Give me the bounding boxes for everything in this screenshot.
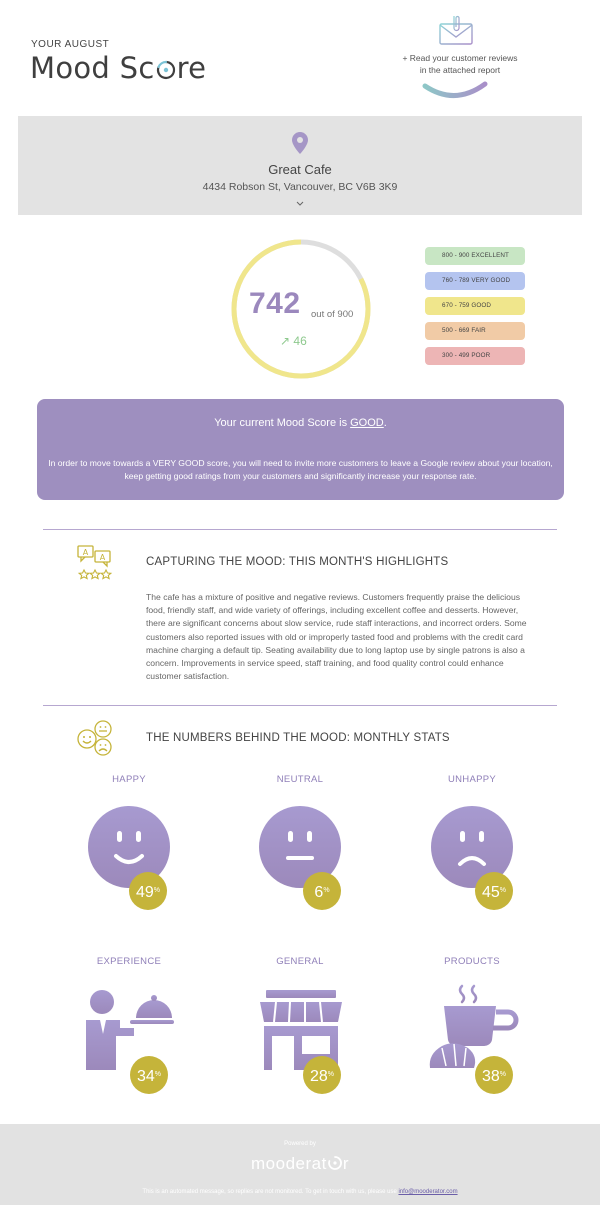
footer [0, 1124, 600, 1205]
highlights-title: CAPTURING THE MOOD: THIS MONTH'S HIGHLIGHTS [146, 556, 449, 568]
read-reviews-link[interactable] [380, 52, 540, 76]
general-percent-unit: % [327, 1071, 335, 1078]
powered-by-label: Powered by [284, 1141, 316, 1147]
stats-title: THE NUMBERS BEHIND THE MOOD: MONTHLY STATS [146, 732, 450, 744]
score-summary-body: In order to move towards a VERY GOOD score, you will need to invite more customers to leave a Google review about your location, keep getting good ratings from your customers and significantly increase your response rate. [48, 458, 553, 481]
happy-percent-value: 49 [135, 884, 154, 901]
legend-item: 800 - 900 EXCELLENT [425, 247, 525, 265]
svg-text:A: A [99, 553, 106, 562]
experience-percent-unit: % [154, 1071, 162, 1078]
score-summary-prefix: Your current Mood Score is [214, 417, 351, 429]
footer-disclaimer [0, 1189, 600, 1195]
mood-score-title-part1: Mood Sc [30, 51, 155, 85]
general-percent-value: 28 [309, 1068, 328, 1085]
happy-percent-unit: % [153, 887, 161, 894]
neutral-percent-value: 6 [314, 884, 324, 901]
mood-score-title [30, 51, 206, 85]
neutral-percent-badge [303, 872, 341, 910]
brand-logo-part2: r [342, 1154, 349, 1173]
legend-item: 300 - 499 POOR [425, 347, 525, 365]
experience-percent-badge [130, 1056, 168, 1094]
footer-disclaimer-text: This is an automated message, so replies are not monitored. To get in touch with us, please use [142, 1189, 399, 1195]
neutral-percent-unit: % [323, 887, 330, 894]
score-summary-headline [37, 417, 564, 429]
score-value: 742 [249, 287, 301, 320]
highlights-body: The cafe has a mixture of positive and negative reviews. Customers frequently praise the delicious food, friendly staff, and wide variety of offerings, including excellent coffee and desserts. However, there are significant concerns about slow service, rude staff interactions, and incorrect orders. Some customers also reported issues with old or improperly tasted food and problems with the credit card machine charging a default tip. Seating availability due to long laptop use by single patrons is also a concern. Improvements in service speed, staff training, and food quality control could enhance customer satisfaction. [146, 592, 527, 682]
happy-percent-badge [129, 872, 167, 910]
svg-text:A: A [82, 548, 89, 557]
products-percent-unit: % [499, 1071, 507, 1078]
reviews-chat-stars-icon [76, 544, 114, 582]
score-change: ↗ 46 [280, 334, 307, 348]
brand-logo-o-icon [327, 1154, 343, 1173]
location-panel [18, 116, 582, 215]
stat-label: HAPPY [112, 774, 146, 785]
report-month-label: YOUR AUGUST [31, 39, 110, 50]
read-reviews-line1: + Read your customer reviews [402, 53, 518, 63]
legend-item: 670 - 759 GOOD [425, 297, 525, 315]
unhappy-percent-value: 45 [481, 884, 500, 901]
score-summary-suffix: . [383, 417, 387, 429]
chevron-down-icon[interactable] [294, 200, 306, 208]
coffee-croissant-icon [428, 982, 520, 1072]
read-reviews-line2: in the attached report [419, 65, 501, 75]
brand-logo[interactable] [0, 1154, 600, 1174]
location-name: Great Cafe [268, 162, 332, 177]
products-percent-value: 38 [481, 1068, 500, 1085]
header [0, 0, 600, 116]
legend-item: 760 - 789 VERY GOOD [425, 272, 525, 290]
section-divider [43, 705, 557, 706]
envelope-attachment-icon[interactable] [438, 14, 474, 46]
stat-label: NEUTRAL [276, 774, 324, 785]
support-email-link[interactable]: info@mooderator.com [398, 1189, 458, 1195]
decorative-arc-icon [420, 80, 490, 104]
experience-percent-value: 34 [136, 1068, 155, 1085]
score-summary-card [37, 399, 564, 500]
stat-label: UNHAPPY [447, 774, 497, 785]
unhappy-percent-unit: % [499, 887, 507, 894]
mood-score-title-part2: re [176, 51, 207, 85]
stat-label: PRODUCTS [444, 956, 500, 967]
stat-label: GENERAL [276, 956, 324, 967]
waiter-icon [86, 988, 174, 1070]
legend-item: 500 - 669 FAIR [425, 322, 525, 340]
location-pin-icon [292, 132, 308, 154]
mood-score-logo-o-icon [155, 51, 177, 85]
products-percent-badge [475, 1056, 513, 1094]
score-out-of: out of 900 [311, 309, 354, 320]
unhappy-percent-badge [475, 872, 513, 910]
score-rating: GOOD [350, 417, 384, 429]
general-percent-badge [303, 1056, 341, 1094]
location-address: 4434 Robson St, Vancouver, BC V6B 3K9 [202, 181, 398, 193]
brand-logo-part1: mooderat [251, 1154, 327, 1173]
score-legend [425, 247, 525, 372]
mood-faces-icon [76, 719, 114, 757]
section-divider [43, 529, 557, 530]
stat-label: EXPERIENCE [96, 956, 162, 967]
